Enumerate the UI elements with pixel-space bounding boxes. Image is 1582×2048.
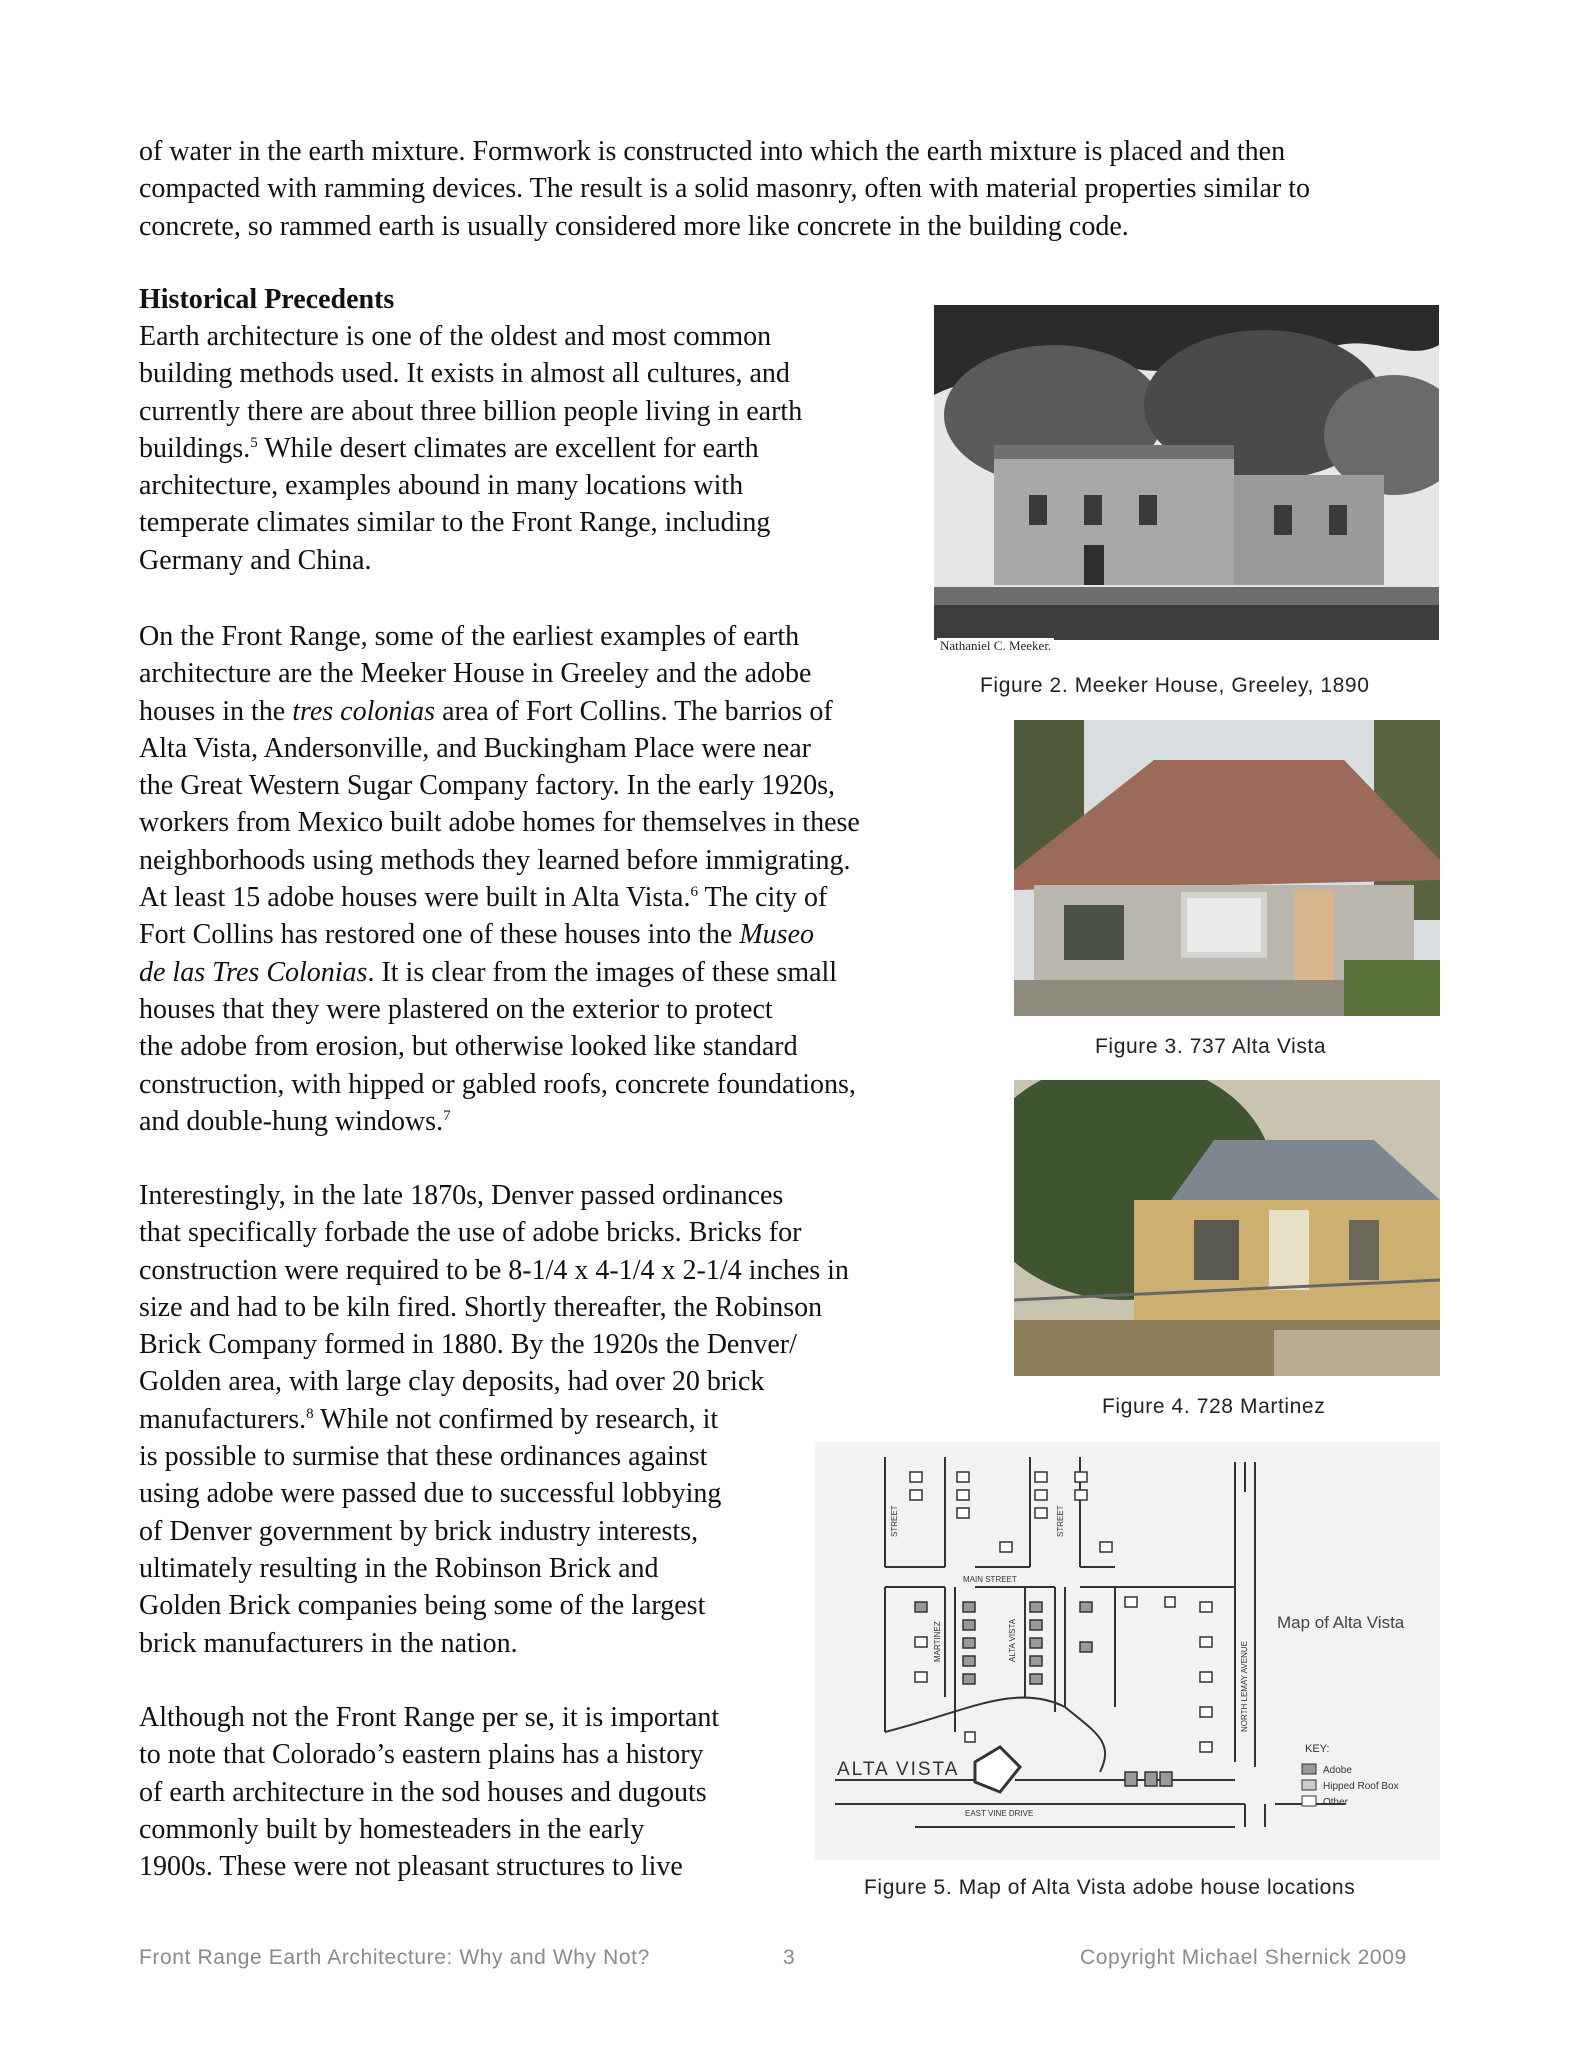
paragraph-earth-architecture	[139, 318, 802, 579]
text-segment: houses in the	[139, 695, 293, 727]
text-line: construction, with hipped or gabled roofs, concrete foundations,	[139, 1068, 856, 1100]
text-line: Golden Brick companies being some of the largest	[139, 1590, 706, 1622]
adobe-house-illustration	[1014, 720, 1440, 1016]
text-line: workers from Mexico built adobe homes for themselves in these	[139, 807, 860, 839]
text-segment: While not confirmed by research, it	[313, 1403, 719, 1435]
text-line	[139, 693, 860, 730]
text-line: temperate climates similar to the Front Range, including	[139, 507, 771, 539]
text-line: brick manufacturers in the nation.	[139, 1627, 518, 1659]
text-line: On the Front Range, some of the earliest examples of earth	[139, 621, 800, 652]
text-line: to note that Colorado’s eastern plains has a history	[139, 1739, 704, 1771]
adobe-house-illustration	[1014, 1080, 1440, 1376]
text-line: of water in the earth mixture. Formwork is constructed into which the earth mixture is placed and then	[139, 136, 1286, 167]
text-line: concrete, so rammed earth is usually considered more like concrete in the building code.	[139, 210, 1129, 242]
footnote-ref: 5	[250, 434, 258, 451]
intro-paragraph	[139, 133, 1310, 245]
text-line: Alta Vista, Andersonville, and Buckingham Place were near	[139, 732, 811, 764]
text-line	[139, 916, 860, 953]
text-line: of Denver government by brick industry interests,	[139, 1515, 699, 1547]
footer-copyright: Copyright Michael Shernick 2009	[1080, 1946, 1407, 1969]
text-segment: area of Fort Collins. The barrios of	[435, 695, 833, 727]
map-drawing	[815, 1442, 1440, 1860]
footnote-ref: 7	[443, 1107, 451, 1124]
map-key-title: KEY:	[1305, 1743, 1330, 1755]
page-number: 3	[783, 1946, 796, 1969]
text-line	[139, 1103, 860, 1140]
paragraph-eastern-plains	[139, 1699, 719, 1885]
key-swatch-other	[1302, 1796, 1316, 1806]
text-segment: buildings.	[139, 432, 251, 464]
text-line: Although not the Front Range per se, it is important	[139, 1702, 720, 1733]
key-swatch-adobe	[1302, 1764, 1316, 1774]
text-line	[139, 954, 860, 991]
text-segment: . It is clear from the images of these small	[367, 956, 838, 988]
text-segment: Fort Collins has restored one of these houses into the	[139, 919, 740, 951]
photo-label: Nathaniel C. Meeker.	[937, 638, 1054, 653]
map-street-label: EAST VINE DRIVE	[965, 1809, 1034, 1818]
text-line: commonly built by homesteaders in the early	[139, 1813, 645, 1845]
map-street-label: STREET	[890, 1505, 899, 1537]
figure-4-caption: Figure 4. 728 Martinez	[1102, 1395, 1326, 1418]
text-line: that specifically forbade the use of adobe bricks. Bricks for	[139, 1217, 802, 1249]
text-segment: manufacturers.	[139, 1403, 307, 1435]
text-line: Golden area, with large clay deposits, had over 20 brick	[139, 1366, 765, 1398]
footer-title: Front Range Earth Architecture: Why and Why Not?	[139, 1946, 650, 1969]
map-street-label: MARTINEZ	[933, 1621, 942, 1662]
alta-vista-house-photo	[1014, 720, 1440, 1016]
figure-3-caption: Figure 3. 737 Alta Vista	[1095, 1035, 1327, 1058]
map-title: Map of Alta Vista	[1277, 1613, 1405, 1632]
martinez-house-photo	[1014, 1080, 1440, 1376]
text-line: size and had to be kiln fired. Shortly thereafter, the Robinson	[139, 1291, 823, 1323]
text-line: neighborhoods using methods they learned before immigrating.	[139, 844, 851, 876]
italic-term: tres colonias	[292, 695, 436, 727]
text-line: of earth architecture in the sod houses and dugouts	[139, 1776, 707, 1808]
text-segment: At least 15 adobe houses were built in Alta Vista.	[139, 882, 691, 914]
map-street-label: ALTA VISTA	[1008, 1618, 1017, 1662]
footnote-ref: 8	[306, 1405, 314, 1422]
text-line	[139, 1401, 849, 1438]
text-line: Interestingly, in the late 1870s, Denver passed ordinances	[139, 1180, 784, 1211]
alta-vista-map	[815, 1442, 1440, 1860]
text-line: compacted with ramming devices. The result is a solid masonry, often with material properties similar to	[139, 173, 1311, 205]
text-line: Earth architecture is one of the oldest and most common	[139, 321, 772, 352]
figure-5-caption: Figure 5. Map of Alta Vista adobe house locations	[864, 1876, 1356, 1899]
text-line: 1900s. These were not pleasant structures to live	[139, 1851, 683, 1883]
text-line: is possible to surmise that these ordinances against	[139, 1441, 708, 1473]
map-key-item: Hipped Roof Box	[1323, 1781, 1399, 1792]
paragraph-denver-ordinances	[139, 1177, 849, 1662]
text-line: the adobe from erosion, but otherwise looked like standard	[139, 1031, 798, 1063]
text-line: the Great Western Sugar Company factory. In the early 1920s,	[139, 770, 835, 802]
key-swatch-hipped	[1302, 1780, 1316, 1790]
paragraph-front-range	[139, 618, 860, 1140]
section-heading: Historical Precedents	[139, 284, 395, 315]
text-line: architecture, examples abound in many locations with	[139, 470, 744, 502]
text-line: currently there are about three billion people living in earth	[139, 395, 803, 427]
text-line: building methods used. It exists in almost all cultures, and	[139, 358, 790, 390]
map-street-label: STREET	[1056, 1505, 1065, 1537]
text-line: houses that they were plastered on the exterior to protect	[139, 993, 773, 1025]
text-line	[139, 879, 860, 916]
text-line: using adobe were passed due to successful lobbying	[139, 1478, 722, 1510]
text-line: Germany and China.	[139, 544, 372, 576]
text-line: ultimately resulting in the Robinson Brick and	[139, 1552, 659, 1584]
text-line: architecture are the Meeker House in Greeley and the adobe	[139, 658, 812, 690]
text-line: Brick Company formed in 1880. By the 1920s the Denver/	[139, 1329, 797, 1361]
figure-2-caption: Figure 2. Meeker House, Greeley, 1890	[980, 674, 1370, 697]
map-street-label: MAIN STREET	[963, 1575, 1017, 1584]
map-key-item: Adobe	[1323, 1765, 1352, 1776]
italic-term: de las Tres Colonias	[139, 956, 368, 988]
map-key-item: Other	[1323, 1797, 1349, 1808]
meeker-house-photo	[934, 305, 1439, 653]
text-segment: While desert climates are excellent for earth	[257, 432, 759, 464]
text-line: construction were required to be 8-1/4 x 4-1/4 x 2-1/4 inches in	[139, 1254, 849, 1286]
text-segment: and double-hung windows.	[139, 1105, 444, 1137]
map-street-label: NORTH LEMAY AVENUE	[1240, 1641, 1249, 1732]
text-line	[139, 430, 802, 467]
meeker-house-illustration	[934, 305, 1439, 653]
text-segment: The city of	[697, 882, 828, 914]
footnote-ref: 6	[690, 884, 698, 901]
map-area-label: ALTA VISTA	[837, 1759, 960, 1780]
italic-term: Museo	[739, 919, 815, 951]
